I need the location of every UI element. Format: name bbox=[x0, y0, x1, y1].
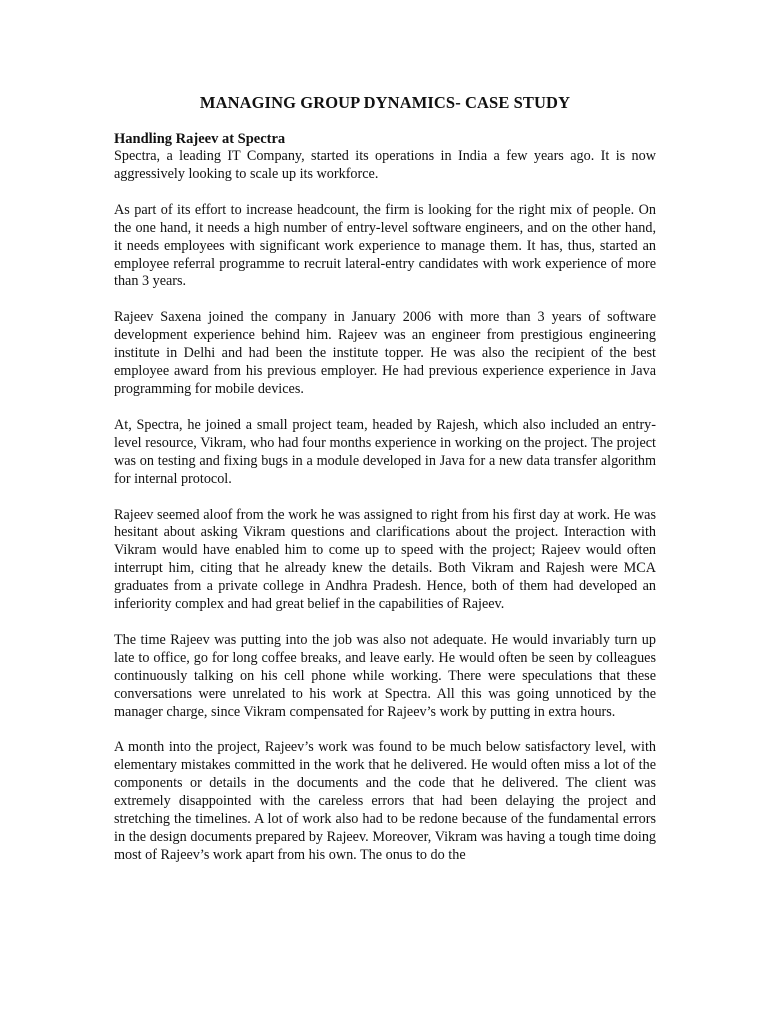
document-page bbox=[114, 92, 656, 883]
case-study-subtitle: Handling Rajeev at Spectra bbox=[114, 131, 286, 147]
paragraph-2: As part of its effort to increase headcount, the firm is looking for the right mix of people. On the one hand, it needs a high number of entry-level software engineers, and on the other hand, it needs employees with significant work experience to manage them. It has, thus, started an employee referral programme to recruit lateral-entry candidates with work experience of more than 3 years. bbox=[114, 201, 656, 290]
paragraph-5: Rajeev seemed aloof from the work he was assigned to right from his first day at work. He was hesitant about asking Vikram questions and clarifications about the project. Interaction with Vikram would have enabled him to come up to speed with the project; Rajeev would often interrupt him, citing that he already knew the details. Both Vikram and Rajesh were MCA graduates from a private college in Andhra Pradesh. Hence, both of them had developed an inferiority complex and had great belief in the capabilities of Rajeev. bbox=[114, 506, 656, 613]
paragraph-1: Spectra, a leading IT Company, started its operations in India a few years ago. It is now aggressively looking to scale up its workforce. bbox=[114, 148, 656, 182]
document-title: MANAGING GROUP DYNAMICS- CASE STUDY bbox=[199, 93, 571, 112]
paragraph-6: The time Rajeev was putting into the job was also not adequate. He would invariably turn up late to office, go for long coffee breaks, and leave early. He would often be seen by colleagues continuously talking on his cell phone while working. There were speculations that these conversations were unrelated to his work at Spectra. All this was going unnoticed by the manager charge, since Vikram compensated for Rajeev’s work by putting in extra hours. bbox=[114, 631, 656, 720]
paragraph-3: Rajeev Saxena joined the company in January 2006 with more than 3 years of software development experience behind him. Rajeev was an engineer from prestigious engineering institute in Delhi and had been the institute topper. He was also the recipient of the best employee award from his previous employer. He had previous experience experience in Java programming for mobile devices. bbox=[114, 309, 656, 397]
paragraph-7: A month into the project, Rajeev’s work was found to be much below satisfactory level, with elementary mistakes committed in the work that he delivered. He would often miss a lot of the components or details in the documents and the code that he delivered. The client was extremely disappointed with the careless errors that had been delaying the project and stretching the timelines. A lot of work also had to be redone because of the fundamental errors in the design documents prepared by Rajeev. Moreover, Vikram was having a tough time doing most of Rajeev’s work apart from his own. The onus to do the bbox=[114, 739, 656, 863]
paragraph-4: At, Spectra, he joined a small project team, headed by Rajesh, which also included an entry-level resource, Vikram, who had four months experience in working on the project. The project was on testing and fixing bugs in a module developed in Java for a new data transfer algorithm for internal protocol. bbox=[114, 416, 656, 487]
